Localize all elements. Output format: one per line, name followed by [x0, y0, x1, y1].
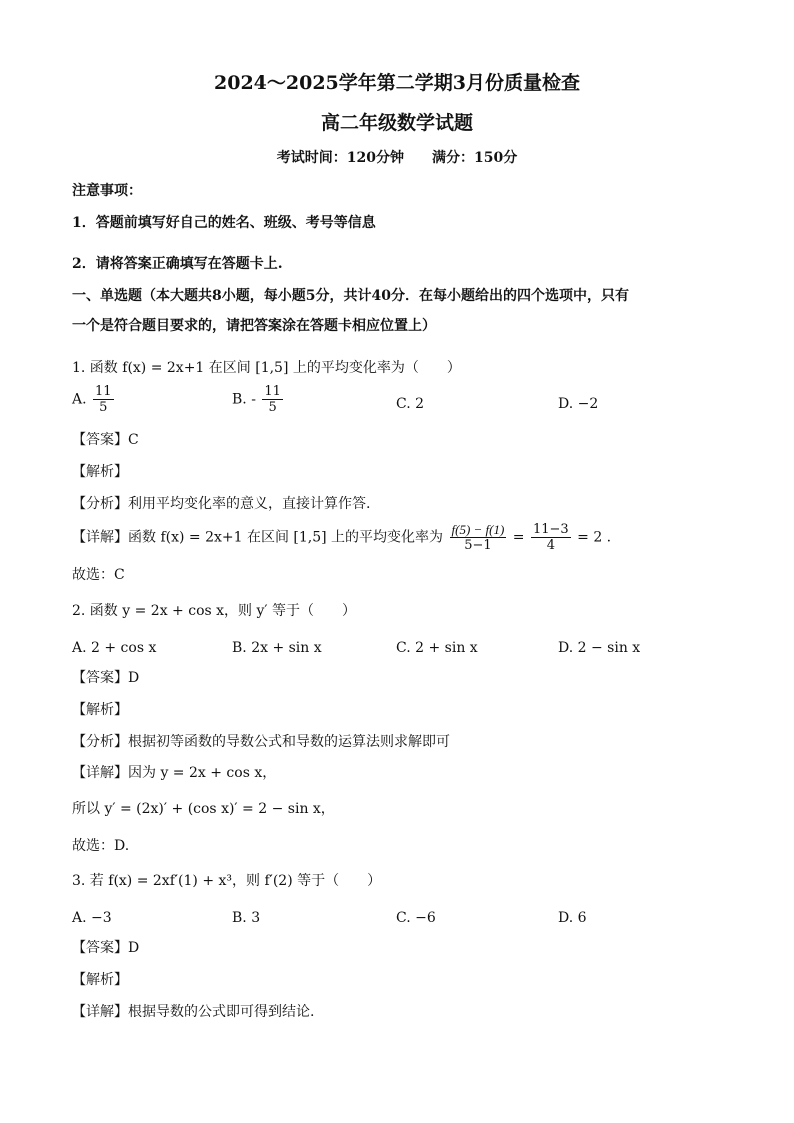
q2-option-b: B. 2x + sin x: [232, 640, 322, 656]
q1-option-b-fraction: [262, 384, 283, 415]
exam-time: 考试时间：120分钟: [276, 150, 404, 166]
q1-choice: 故选：C: [72, 567, 125, 583]
q1-detail: [72, 522, 611, 553]
q1-detail-fraction-2-denominator: 4: [546, 538, 555, 553]
notice-heading: 注意事项：: [72, 183, 142, 199]
q3-answer: 【答案】D: [72, 940, 140, 956]
q3-stem: 3. 若 f(x) = 2xf′(1) + x³，则 f′(2) 等于（ ）: [72, 873, 382, 889]
q1-detail-fraction-1-denominator: 5−1: [464, 538, 492, 553]
q3-option-a: A. −3: [72, 910, 112, 926]
q1-option-b-denominator: 5: [268, 400, 277, 415]
q1-detail-fraction-1-numerator: f(5) − f(1): [451, 522, 505, 537]
q2-answer: 【答案】D: [72, 670, 140, 686]
q3-option-b: B. 3: [232, 910, 261, 926]
section-heading-line1: 一、单选题（本大题共8小题，每小题5分，共计40分．在每小题给出的四个选项中，只有: [72, 288, 629, 304]
q2-option-c: C. 2 + sin x: [396, 640, 478, 656]
q2-fenxi: 【分析】根据初等函数的导数公式和导数的运算法则求解即可: [72, 734, 450, 750]
q1-detail-equals: =: [512, 529, 525, 546]
q3-analysis-label: 【解析】: [72, 972, 128, 988]
q1-fenxi: 【分析】利用平均变化率的意义，直接计算作答.: [72, 496, 371, 512]
q2-analysis-label: 【解析】: [72, 702, 128, 718]
notice-item-2: 2．请将答案正确填写在答题卡上.: [72, 256, 283, 272]
q1-option-d: D. −2: [558, 396, 599, 412]
q1-detail-fraction-2-numerator: 11−3: [532, 522, 569, 537]
q1-option-a-denominator: 5: [99, 400, 108, 415]
q2-detail: 【详解】因为 y = 2x + cos x，: [72, 765, 277, 781]
q2-option-a: A. 2 + cos x: [72, 640, 157, 656]
q1-option-b: [232, 384, 285, 415]
q3-detail: 【详解】根据导数的公式即可得到结论.: [72, 1004, 315, 1020]
q2-derivation: 所以 y′ = (2x)′ + (cos x)′ = 2 − sin x，: [72, 801, 335, 817]
q1-stem: 1. 函数 f(x) = 2x+1 在区间 [1,5] 上的平均变化率为（ ）: [72, 360, 461, 376]
q1-detail-fraction-1: [450, 522, 507, 553]
q3-option-d: D. 6: [558, 910, 587, 926]
q1-analysis-label: 【解析】: [72, 464, 128, 480]
q2-option-d: D. 2 − sin x: [558, 640, 641, 656]
q1-option-b-numerator: 11: [264, 384, 281, 399]
q3-option-c: C. −6: [396, 910, 436, 926]
q1-option-a-numerator: 11: [95, 384, 112, 399]
q1-detail-prefix: 【详解】函数 f(x) = 2x+1 在区间 [1,5] 上的平均变化率为: [72, 529, 444, 546]
notice-item-1: 1．答题前填写好自己的姓名、班级、考号等信息: [72, 215, 376, 231]
exam-subtitle: 高二年级数学试题: [320, 112, 473, 134]
q1-option-c: C. 2: [396, 396, 425, 412]
exam-title: 2024～2025学年第二学期3月份质量检查: [214, 72, 580, 94]
q1-option-a-label: A.: [72, 391, 87, 408]
section-heading-line2: 一个是符合题目要求的，请把答案涂在答题卡相应位置上）: [72, 318, 436, 334]
q1-detail-tail: = 2 .: [577, 529, 612, 546]
q1-option-b-label: B. -: [232, 391, 256, 408]
q2-stem: 2. 函数 y = 2x + cos x，则 y′ 等于（ ）: [72, 603, 357, 619]
full-score: 满分：150分: [432, 150, 518, 166]
q1-option-a-fraction: [93, 384, 114, 415]
q1-answer: 【答案】C: [72, 432, 139, 448]
q1-option-a: [72, 384, 116, 415]
q1-detail-fraction-2: [531, 522, 571, 553]
q2-choice: 故选：D.: [72, 838, 130, 854]
exam-info: [0, 148, 794, 168]
